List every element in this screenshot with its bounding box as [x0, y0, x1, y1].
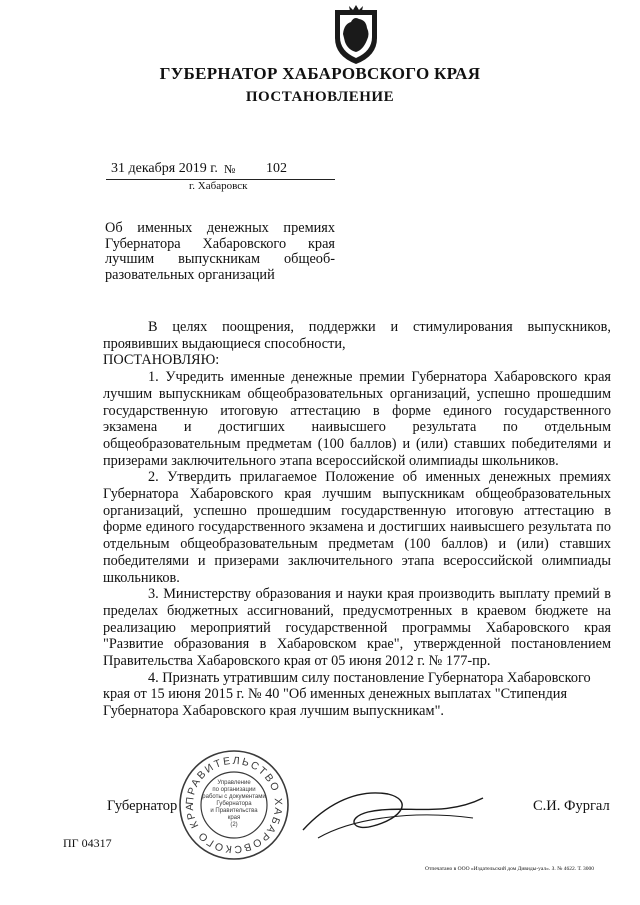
document-subject — [105, 221, 335, 283]
document-type: ПОСТАНОВЛЕНИЕ — [245, 89, 395, 105]
seal-inner-line: по организации — [212, 787, 256, 793]
seal-inner-line: (2) — [230, 822, 238, 828]
clause-3: 3. Министерству образования и науки края производить выплату премий в пределах бюджетных ассигнований, предусмотренных в краевом бюджете на реализацию мероприятий государственной программы Хабаровского края "Развитие образования в Хабаровском крае", утвержденной постановлением Правительства Хабаровского края от 05 июня 2012 г. № 177-пр. — [103, 586, 611, 670]
seal-inner-line: Управление — [217, 780, 251, 786]
subject-line: Об именных денежных премиях — [105, 220, 335, 236]
subject-line: лучшим выпускникам общеоб- — [105, 251, 335, 267]
form-code: ПГ 04317 — [63, 836, 112, 850]
seal-inner-line: Губернатора — [216, 801, 252, 807]
document-date: 31 декабря 2019 г. — [111, 161, 218, 176]
signatory-name: С.И. Фургал — [533, 798, 610, 814]
seal-inner-line: и Правительства — [210, 808, 258, 814]
official-seal — [178, 749, 290, 861]
coat-of-arms-icon — [329, 4, 383, 66]
seal-ring-text: ПРАВИТЕЛЬСТВО ХАБАРОВСКОГО КРА — [183, 754, 285, 856]
decree-word: ПОСТАНОВЛЯЮ: — [103, 352, 220, 369]
subject-line: Губернатора Хабаровского края — [105, 235, 335, 252]
subject-line: разовательных организаций — [105, 266, 275, 283]
clause-1: 1. Учредить именные денежные премии Губернатора Хабаровского края лучшим выпускникам общеобразовательных организаций, успешно прошедшим государственную итоговую аттестацию в форме единого государственного экзамена и достигших наивысшего результата по отдельным общеобразовательным предметам (100 баллов) и (или) ставших победителями и призерами заключительного этапа всероссийской олимпиады школьников. — [103, 369, 611, 469]
handwritten-signature — [293, 778, 503, 848]
number-label: № — [224, 162, 236, 176]
seal-inner-line: края — [227, 815, 241, 821]
date-number-line — [106, 161, 335, 180]
issuer-title: ГУБЕРНАТОР ХАБАРОВСКОГО КРАЯ — [159, 64, 481, 83]
signatory-position: Губернатор — [107, 798, 178, 814]
document-number: 102 — [266, 161, 287, 176]
document-city: г. Хабаровск — [189, 180, 248, 192]
seal-inner-line: работы с документами — [202, 794, 266, 800]
preamble: В целях поощрения, поддержки и стимулирования выпускников, проявивших выдающиеся способности, — [103, 319, 611, 352]
printer-imprint: Отпечатано в ООО «Издательский дом Дивиды-уал». З. № 4622. Т. 3000 — [425, 866, 595, 872]
clause-2: 2. Утвердить прилагаемое Положение об именных денежных премиях Губернатора Хабаровского края лучшим выпускникам общеобразовательных организаций, успешно прошедшим государственную итоговую аттестацию в форме единого государственного экзамена и достигших наивысшего результата по отдельным общеобразовательным предметам (100 баллов) и (или) ставших победителями и призерами заключительного этапа всероссийской олимпиады школьников. — [103, 469, 611, 586]
clause-4: 4. Признать утратившим силу постановление Губернатора Хабаровского края от 15 июня 2015 г. № 40 "Об именных денежных выплатах "Стипендия Губернатора Хабаровского края лучшим выпускникам". — [103, 669, 591, 720]
document-body — [103, 319, 611, 720]
